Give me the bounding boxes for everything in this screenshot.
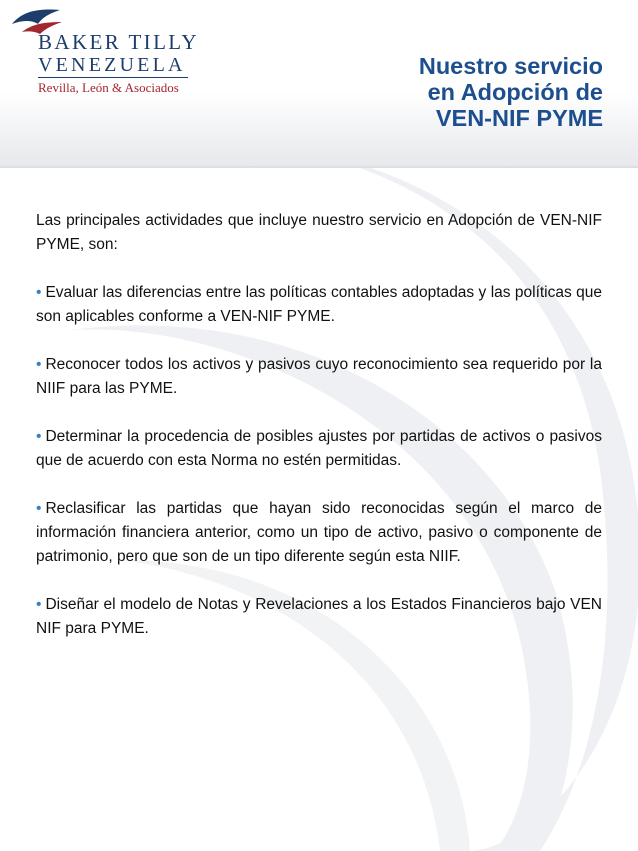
title-line-1: Nuestro servicio: [418, 53, 603, 79]
bullet-icon: •: [36, 596, 42, 613]
logo-subtitle: Revilla, León & Asociados: [38, 80, 179, 95]
company-logo: [8, 2, 208, 112]
page-title: [419, 53, 603, 131]
bullet-item: [36, 425, 602, 473]
title-line-2: en Adopción de: [427, 79, 603, 105]
bullet-text: Evaluar las diferencias entre las políticas contables adoptadas y las políticas que son aplicables conforme a VEN-NIF PYME.: [36, 284, 602, 325]
bullet-item: [36, 281, 602, 329]
bullet-text: Diseñar el modelo de Notas y Revelaciones a los Estados Financieros bajo VEN NIF para PYME.: [36, 596, 602, 637]
bullet-item: [36, 353, 602, 401]
bullet-text: Reclasificar las partidas que hayan sido reconocidas según el marco de información financiera anterior, como un tipo de activo, pasivo o componente de patrimonio, pero que son de un tipo diferente según esta NIIF.: [36, 500, 602, 565]
bullet-item: [36, 593, 602, 641]
logo-divider: [38, 77, 188, 78]
bullet-icon: •: [36, 356, 42, 373]
bullet-icon: •: [36, 500, 42, 517]
intro-paragraph: Las principales actividades que incluye nuestro servicio en Adopción de VEN-NIF PYME, son:: [36, 212, 602, 253]
bullet-text: Reconocer todos los activos y pasivos cuyo reconocimiento sea requerido por la NIIF para las PYME.: [36, 356, 602, 397]
bullet-item: [36, 497, 602, 569]
logo-name-line1: BAKER TILLY: [38, 30, 199, 54]
bullet-text: Determinar la procedencia de posibles ajustes por partidas de activos o pasivos que de acuerdo con esta Norma no estén permitidas.: [36, 428, 602, 469]
bullet-icon: •: [36, 284, 42, 301]
header-divider: [0, 166, 638, 168]
bullet-icon: •: [36, 428, 42, 445]
logo-name-line2: VENEZUELA: [38, 54, 186, 76]
title-line-3: VEN-NIF PYME: [435, 105, 603, 131]
body-content: [36, 209, 602, 665]
header-band: [0, 0, 638, 168]
